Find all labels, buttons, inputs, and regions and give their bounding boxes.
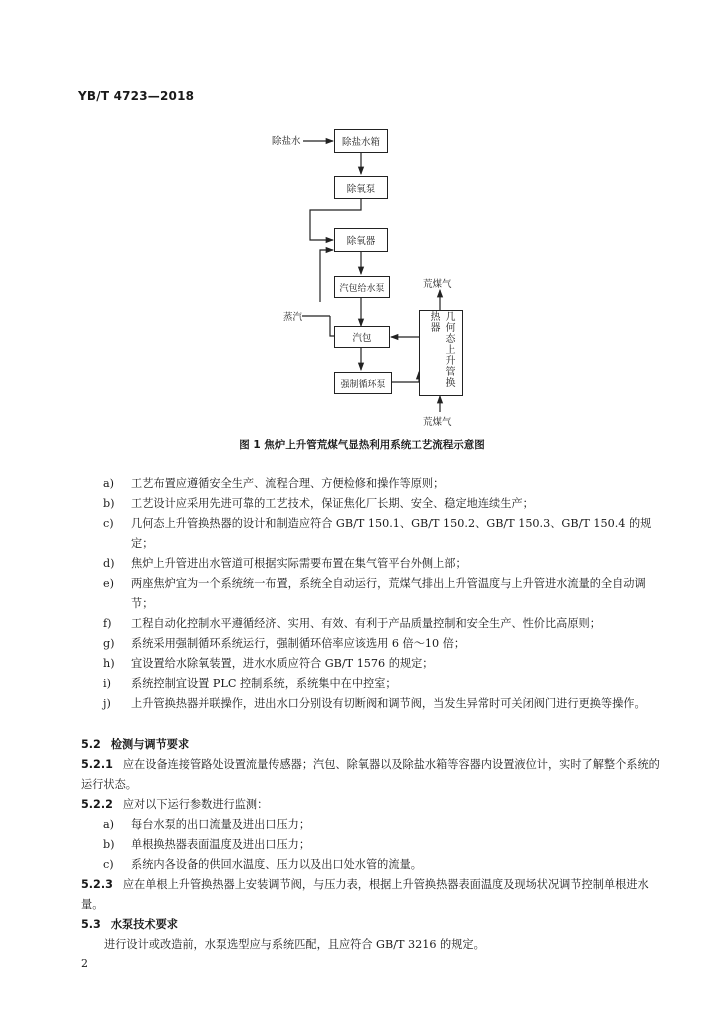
list-item: i) 系统控制宜设置 PLC 控制系统，系统集中在中控室； [103,677,397,690]
section-5-3-text: 进行设计或改造前，水泵选型应与系统匹配，且应符合 GB/T 3216 的规定。 [104,938,485,951]
list-item: a) 工艺布置应遵循安全生产、流程合理、方便检修和操作等原则； [103,477,445,490]
list-item: j) 上升管换热器并联操作，进出水口分别设有切断阀和调节阀，当发生异常时可关闭阀门进行更换等操作。 [103,697,646,710]
input-desalted-water: 除盐水 [272,136,301,147]
figure-caption: 图 1 焦炉上升管荒煤气显热利用系统工艺流程示意图 [239,439,485,451]
list-item: f) 工程自动化控制水平遵循经济、实用、有效、有利于产品质量控制和安全生产、性价比高原则； [103,617,601,630]
node-deaerator: 除氧器 [334,228,388,252]
document-id: YB/T 4723—2018 [78,89,195,103]
node-desalted-water-tank: 除盐水箱 [334,129,388,153]
label-raw-gas-out: 荒煤气 [423,279,452,290]
list-item: b) 工艺设计应采用先进可靠的工艺技术，保证焦化厂长期、安全、稳定地连续生产； [103,497,534,510]
node-steam-drum: 汽包 [334,326,390,348]
list-item: a) 每台水泵的出口流量及进出口压力； [103,818,311,831]
clause-5-2-1: 5.2.1 应在设备连接管路处设置流量传感器；汽包、除氧器以及除盐水箱等容器内设置液位计，实时了解整个系统的运行状态。 [81,758,660,791]
node-drum-feed-pump: 汽包给水泵 [334,276,390,298]
list-item: d) 焦炉上升管进出水管道可根据实际需要布置在集气管平台外侧上部； [103,557,467,570]
list-item: h) 宜设置给水除氧装置，进水水质应符合 GB/T 1576 的规定； [103,657,434,670]
list-item: c) 几何态上升管换热器的设计和制造应符合 GB/T 150.1、GB/T 150.2、GB/T 150.3、GB/T 150.4 的规定； [103,517,652,550]
list-item: b) 单根换热器表面温度及进出口压力； [103,838,311,851]
node-deaerator-pump: 除氧泵 [334,176,388,199]
list-item: c) 系统内各设备的供回水温度、压力以及出口处水管的流量。 [103,858,422,871]
clause-5-2-3: 5.2.3 应在单根上升管换热器上安装调节阀，与压力表，根据上升管换热器表面温度及现场状况调节控制单根进水量。 [81,878,649,911]
section-heading-5-3: 5.3 水泵技术要求 [81,918,178,931]
list-item: g) 系统采用强制循环系统运行，强制循环倍率应该选用 6 倍～10 倍； [103,637,466,650]
list-item: e) 两座焦炉宜为一个系统统一布置，系统全自动运行，荒煤气排出上升管温度与上升管进水流量的全自动调节； [103,577,646,610]
page-number: 2 [81,957,88,970]
label-raw-gas-in: 荒煤气 [423,417,452,428]
clause-5-2-2: 5.2.2 应对以下运行参数进行监测： [81,798,269,811]
node-forced-circulation-pump: 强制循环泵 [334,372,392,394]
label-steam: 蒸汽 [283,312,303,323]
section-heading-5-2: 5.2 检测与调节要求 [81,738,190,751]
node-riser-heat-exchanger: 几何态上升管换热器 [419,310,463,396]
